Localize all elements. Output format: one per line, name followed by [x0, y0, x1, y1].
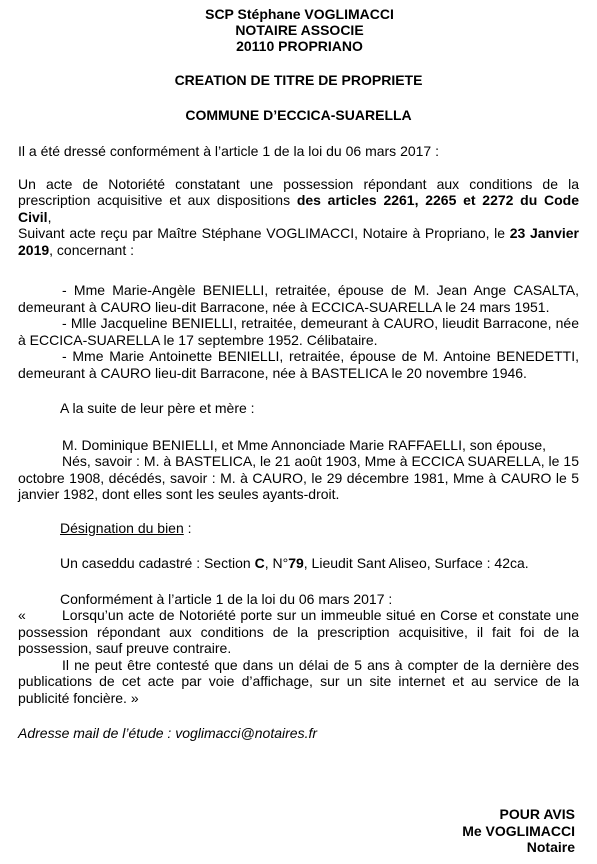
acte-text-2: ,: [47, 208, 52, 225]
designation-label: Désignation du bien: [60, 519, 184, 536]
designation-colon: :: [183, 519, 192, 536]
signature-name: Me VOGLIMACCI: [462, 822, 575, 839]
cadastre-section: C: [254, 555, 265, 571]
cadastre-text-1: Un caseddu cadastré : Section: [60, 555, 255, 571]
quote-paragraph-1: [18, 607, 579, 657]
parents-line-2: Nés, savoir : M. à BASTELICA, le 21 août 1903, Mme à ECCICA SUARELLA, le 15 octobre 1908, décédés, savoir : M. à CAURO, le 29 décembre 1981, Mme à CAURO le 5 janvier 1982, dont elles sont les seules ayants-droit.: [18, 453, 579, 502]
acte-text-3: Suivant acte reçu par Maître Stéphane VOGLIMACCI, Notaire à Propriano, le: [18, 225, 510, 241]
acte-date: 23 Janvier 2019: [18, 225, 580, 258]
legal-quote: [18, 607, 579, 706]
header-firm: SCP Stéphane VOGLIMACCI: [205, 6, 394, 22]
signature-title: Notaire: [526, 839, 575, 855]
quote-text-1: Lorsqu’un acte de Notoriété porte sur un immeuble situé en Corse et constate une possession répondant aux conditions de la prescription acquisitive, il fait foi de la possession, sauf preuve contraire.: [18, 607, 579, 656]
cadastre-text-2: , N°: [264, 555, 289, 571]
document-title: CREATION DE TITRE DE PROPRIETE: [174, 72, 423, 88]
conforme-paragraph: Conformément à l’article 1 de la loi du 06 mars 2017 :: [60, 590, 393, 607]
quote-paragraph-2: Il ne peut être contesté que dans un délai de 5 ans à compter de la dernière des publications de cet acte par voie d’affichage, sur un site internet et au service de la publicité foncière. »: [18, 656, 579, 706]
cadastre-paragraph: [18, 555, 579, 572]
acte-text-1: Un acte de Notoriété constatant une possession répondant aux conditions de la prescription acquisitive et aux dispositions: [18, 175, 579, 208]
designation-heading: [18, 520, 579, 537]
parents-line-1: M. Dominique BENIELLI, et Mme Annonciade Marie RAFFAELLI, son épouse,: [62, 436, 547, 453]
acte-articles: des articles 2261, 2265 et 2272 du Code Civil: [18, 192, 579, 225]
acte-paragraph: [18, 176, 579, 259]
commune-title: COMMUNE D’ECCICA-SUARELLA: [185, 106, 412, 123]
person-item: - Mme Marie-Angèle BENIELLI, retraitée, épouse de M. Jean Ange CASALTA, demeurant à CAURO lieu-dit Barracone, née à ECCICA-SUARELLA le 24 mars 1951.: [18, 282, 579, 315]
office-email: Adresse mail de l’étude : voglimacci@notaires.fr: [18, 725, 318, 741]
person-item: - Mme Marie Antoinette BENIELLI, retraitée, épouse de M. Antoine BENEDETTI, demeurant à CAURO lieu-dit Barracone, née à BASTELICA le 20 novembre 1946.: [18, 348, 579, 381]
parents-block: [18, 437, 579, 503]
suite-paragraph: A la suite de leur père et mère :: [60, 400, 255, 416]
header-role: NOTAIRE ASSOCIE: [235, 22, 364, 38]
acte-text-4: , concernant :: [49, 241, 134, 258]
signature-block: [462, 806, 575, 856]
notary-header: [20, 6, 579, 54]
quote-open-mark: «: [18, 607, 26, 623]
person-item: - Mlle Jacqueline BENIELLI, retraitée, demeurant à CAURO, lieudit Barracone, née à ECCICA-SUARELLA le 17 septembre 1952. Célibataire.: [18, 315, 579, 348]
cadastre-numero: 79: [288, 555, 304, 571]
intro-paragraph: Il a été dressé conformément à l’article 1 de la loi du 06 mars 2017 :: [18, 143, 439, 159]
header-address: 20110 PROPRIANO: [236, 38, 363, 54]
signature-pour-avis: POUR AVIS: [499, 806, 575, 822]
cadastre-text-3: , Lieudit Sant Aliseo, Surface : 42ca.: [303, 555, 529, 571]
persons-list: [18, 282, 579, 381]
